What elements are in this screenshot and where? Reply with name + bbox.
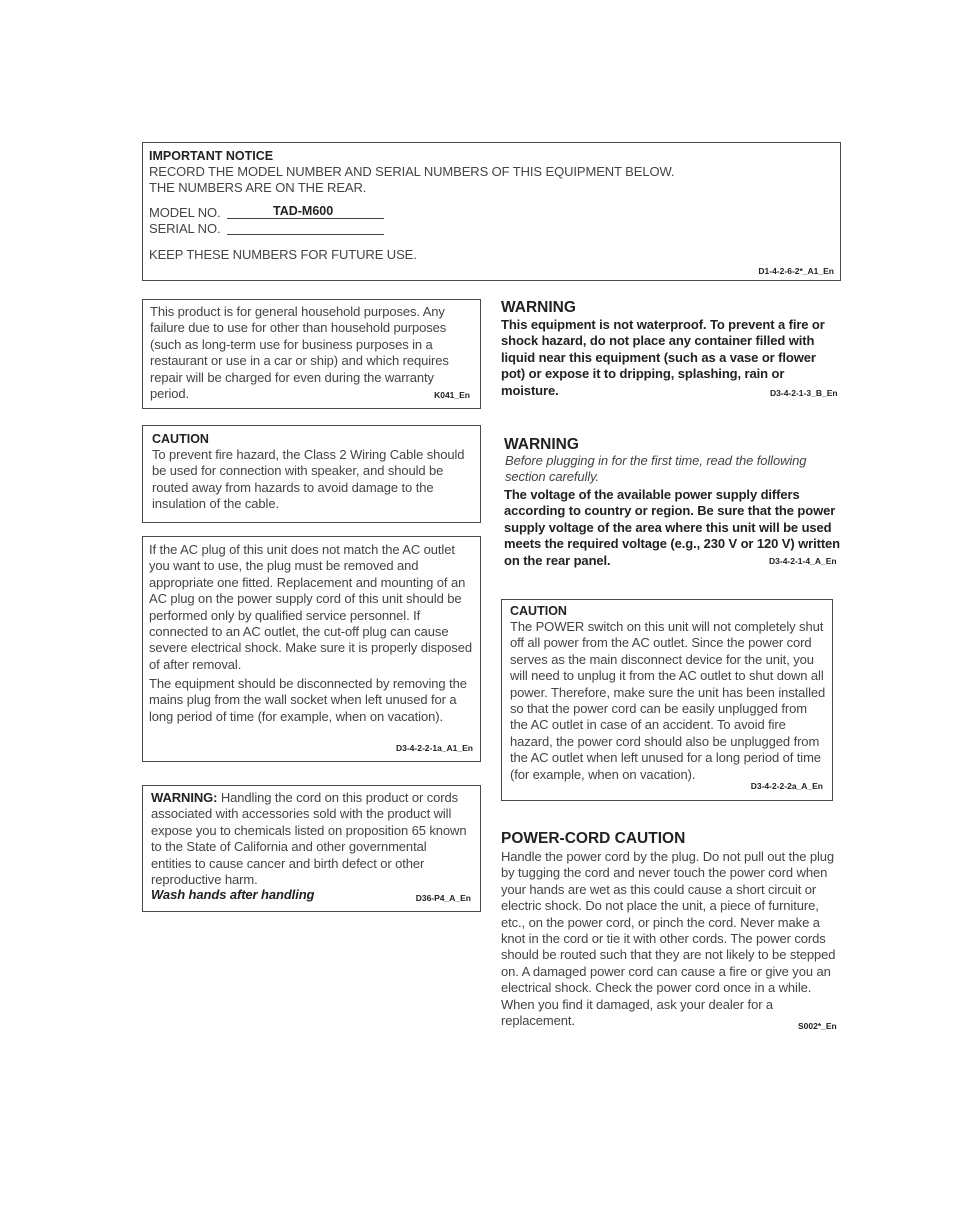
- warning-water-text: This equipment is not waterproof. To prevent a fire or shock hazard, do not place any container filled with liquid near this equipment (such as a vase or flower pot) or expose it to dripping, splashing, rain or moisture.: [501, 317, 825, 398]
- serial-label: SERIAL NO.: [149, 221, 221, 236]
- prop65-body: Handling the cord on this product or cords associated with accessories sold with the product will expose you to chemicals listed on proposition 65 known to the State of California and other governmental entities to cause cancer and birth defect or other reproductive harm.: [151, 790, 467, 888]
- notice-line2: THE NUMBERS ARE ON THE REAR.: [149, 180, 367, 195]
- ac-plug-code: D3-4-2-2-1a_A1_En: [395, 743, 473, 753]
- warning-water-code: D3-4-2-1-3_B_En: [770, 388, 838, 398]
- important-notice-box: [142, 142, 841, 281]
- prop65-label: WARNING:: [151, 790, 218, 805]
- caution-power-text: The POWER switch on this unit will not completely shut off all power from the AC outlet. Since the power cord serves as the main disconnect device for the unit, you will need to unplug it from the AC outlet to shut down all power. Therefore, make sure the unit has been installed so that the power cord can be easily unplugged from the AC outlet in case of an accident. To avoid fire hazard, the power cord should also be unplugged from the AC outlet when left unused for a long period of time (for example, when on vacation).: [510, 619, 826, 782]
- caution-power-title: CAUTION: [510, 604, 567, 618]
- prop65-code: D36-P4_A_En: [415, 893, 471, 903]
- power-cord-text: Handle the power cord by the plug. Do not pull out the plug by tugging the cord and never touch the power cord when your hands are wet as this could cause a short circuit or electric shock. Do not place the unit, a piece of furniture, etc., on the power cord, or pinch the cord. Never make a knot in the cord or tie it with other cords. The power cords should be routed such that they are not likely to be stepped on. A damaged power cord can cause a fire or give you an electrical shock. Check the power cord once in a while. When you find it damaged, ask your dealer for a replacement.: [501, 849, 836, 1029]
- warning-water-title: WARNING: [501, 299, 576, 316]
- warning-voltage-intro: Before plugging in for the first time, read the following section carefully.: [505, 453, 807, 485]
- warning-voltage-text: The voltage of the available power supply differs according to country or region. Be sure that the power supply voltage of the area where this unit will be used meets the required voltage (e.g., 230 V or 120 V) written on the rear panel.: [504, 487, 841, 568]
- ac-plug-text2: The equipment should be disconnected by removing the mains plug from the wall socket when left unused for a long period of time (for example, when on vacation).: [149, 676, 467, 724]
- household-text: This product is for general household purposes. Any failure due to use for other than household purposes (such as long-term use for business purposes in a restaurant or use in a car or ship) and which requires repair will be charged for even during the warranty period.: [150, 304, 449, 402]
- caution-cable-text: To prevent fire hazard, the Class 2 Wiring Cable should be used for connection with speaker, and should be routed away from hazards to avoid damage to the insulation of the cable.: [152, 447, 465, 512]
- caution-power-code: D3-4-2-2-2a_A_En: [750, 781, 823, 791]
- model-number-value: TAD-M600: [273, 204, 334, 218]
- warning-voltage-title: WARNING: [504, 436, 579, 453]
- prop65-text: [151, 790, 469, 888]
- ac-plug-box: [142, 536, 481, 762]
- caution-power-box: [501, 599, 833, 801]
- model-label: MODEL NO.: [149, 205, 221, 220]
- notice-keep: KEEP THESE NUMBERS FOR FUTURE USE.: [149, 247, 417, 262]
- caution-cable-box: [142, 425, 481, 523]
- caution-cable-title: CAUTION: [152, 432, 209, 446]
- notice-line1: RECORD THE MODEL NUMBER AND SERIAL NUMBERS OF THIS EQUIPMENT BELOW.: [149, 164, 675, 179]
- household-code: K041_En: [434, 390, 470, 400]
- household-box: [142, 299, 481, 409]
- serial-number-line: [227, 234, 384, 235]
- notice-title: IMPORTANT NOTICE: [149, 149, 274, 163]
- power-cord-title: POWER-CORD CAUTION: [501, 830, 686, 847]
- prop65-wash: Wash hands after handling: [151, 887, 315, 902]
- warning-voltage-code: D3-4-2-1-4_A_En: [769, 556, 837, 566]
- power-cord-code: S002*_En: [798, 1021, 837, 1031]
- ac-plug-text1: If the AC plug of this unit does not match the AC outlet you want to use, the plug must be removed and appropriate one fitted. Replacement and mounting of an AC plug on the power supply cord of this unit should be performed only by qualified service personnel. If connected to an AC outlet, the cut-off plug can cause severe electrical shock. Make sure it is properly disposed of after removal.: [149, 542, 472, 672]
- prop65-box: [142, 785, 481, 912]
- notice-code: D1-4-2-6-2*_A1_En: [758, 266, 834, 276]
